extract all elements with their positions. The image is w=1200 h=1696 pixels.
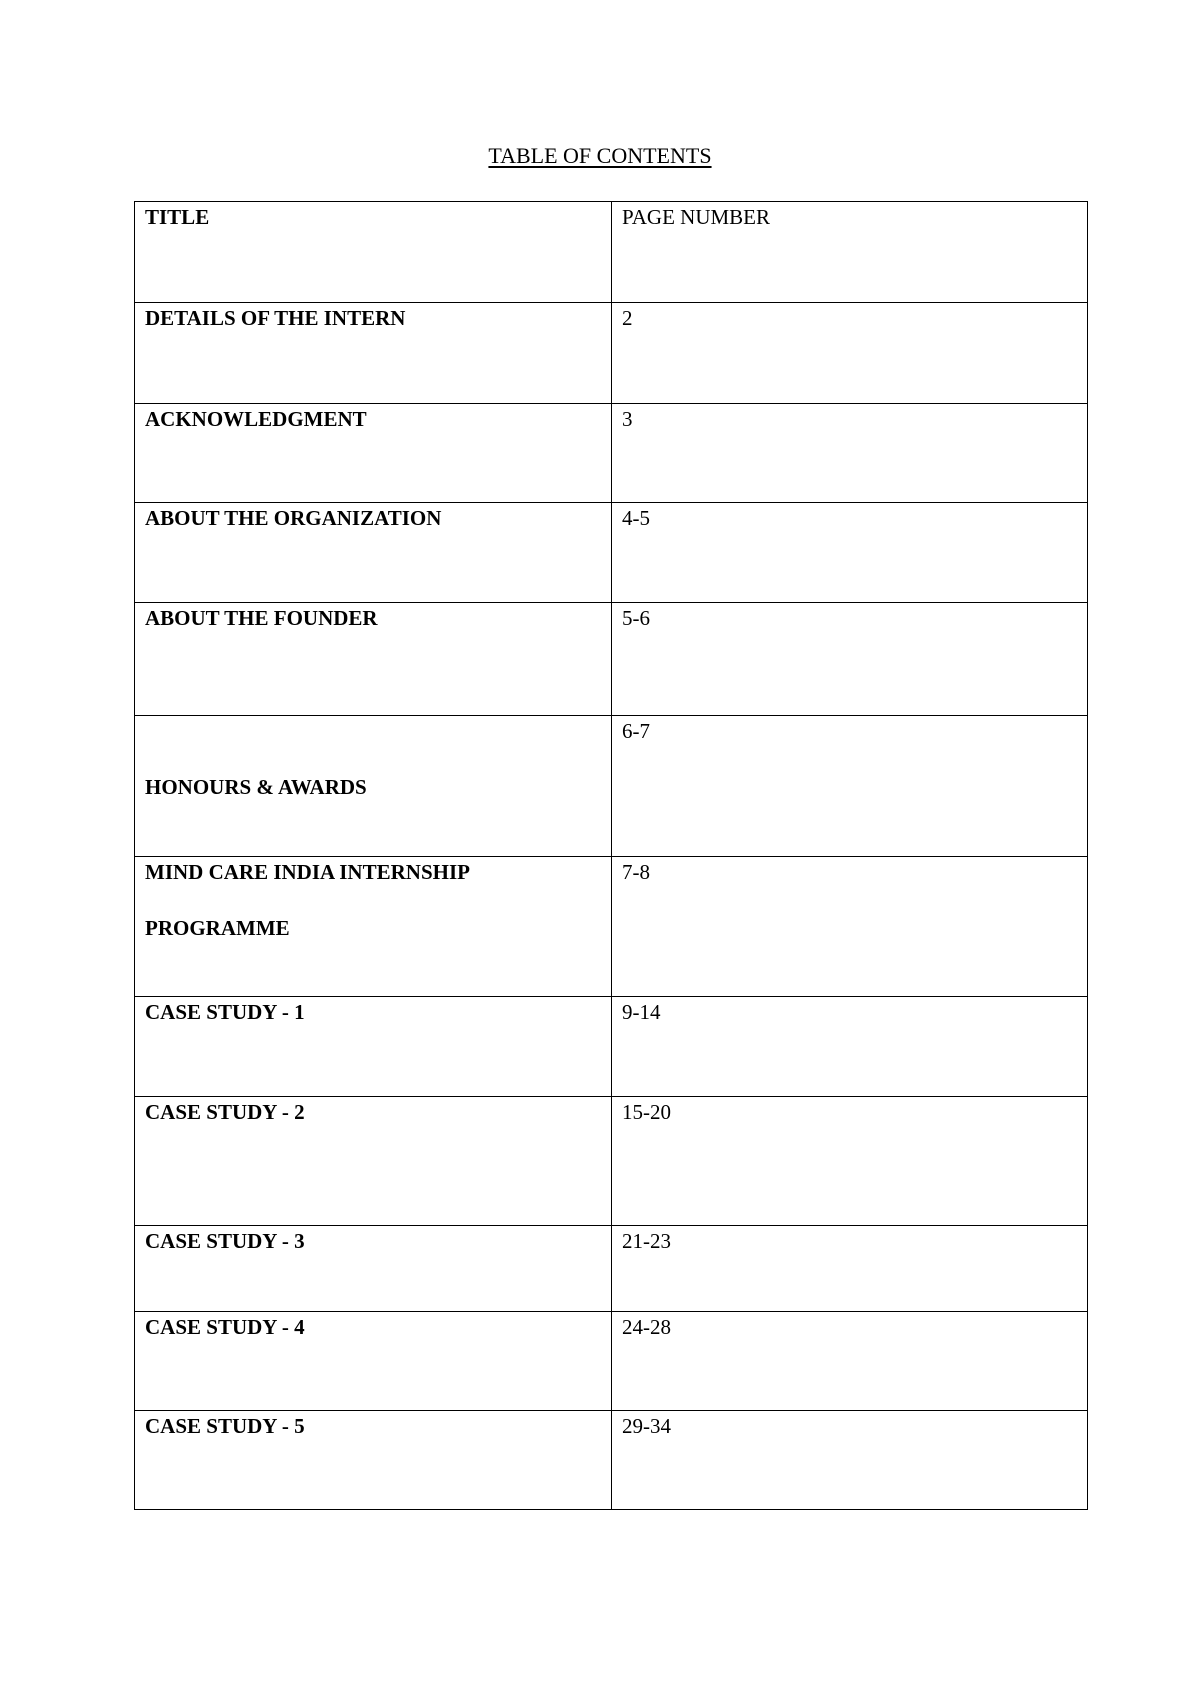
row-title-cell	[135, 716, 612, 857]
row-page-cell	[612, 997, 1088, 1097]
row-title-cell	[135, 404, 612, 503]
column-header-title: TITLE	[145, 205, 210, 229]
row-title-cell	[135, 1097, 612, 1226]
table-row	[135, 997, 1088, 1097]
row-page-number: 4-5	[622, 506, 650, 530]
table-row	[135, 603, 1088, 716]
row-title: HONOURS & AWARDS	[145, 775, 367, 799]
table-row	[135, 503, 1088, 603]
row-title: CASE STUDY - 1	[145, 1000, 305, 1024]
row-page-number: 21-23	[622, 1229, 671, 1253]
row-title-cell	[135, 857, 612, 997]
table-header-row	[135, 202, 1088, 303]
row-title-cell	[135, 1312, 612, 1411]
table-row	[135, 404, 1088, 503]
row-title-line-1: MIND CARE INDIA INTERNSHIP	[145, 860, 470, 884]
row-title: ACKNOWLEDGMENT	[145, 407, 367, 431]
page-title: TABLE OF CONTENTS	[488, 143, 712, 168]
row-page-cell	[612, 404, 1088, 503]
row-page-cell	[612, 503, 1088, 603]
row-page-number: 29-34	[622, 1414, 671, 1438]
row-title: ABOUT THE ORGANIZATION	[145, 506, 442, 530]
row-page-number: 24-28	[622, 1315, 671, 1339]
row-page-cell	[612, 303, 1088, 404]
row-title-cell	[135, 503, 612, 603]
row-title: DETAILS OF THE INTERN	[145, 306, 406, 330]
row-page-cell	[612, 857, 1088, 997]
table-row	[135, 1411, 1088, 1510]
table-row	[135, 303, 1088, 404]
row-page-number: 6-7	[622, 719, 650, 743]
row-title: CASE STUDY - 5	[145, 1414, 305, 1438]
column-header-page: PAGE NUMBER	[622, 205, 771, 229]
row-page-number: 3	[622, 407, 633, 431]
row-title-cell	[135, 303, 612, 404]
table-row	[135, 716, 1088, 857]
row-page-number: 7-8	[622, 860, 650, 884]
table-row	[135, 857, 1088, 997]
row-page-cell	[612, 1097, 1088, 1226]
row-title: ABOUT THE FOUNDER	[145, 606, 378, 630]
table-row	[135, 1312, 1088, 1411]
table-row	[135, 1097, 1088, 1226]
row-page-number: 2	[622, 306, 633, 330]
row-title: CASE STUDY - 3	[145, 1229, 305, 1253]
row-title-cell	[135, 1411, 612, 1510]
row-page-number: 15-20	[622, 1100, 671, 1124]
row-page-number: 5-6	[622, 606, 650, 630]
header-page-cell	[612, 202, 1088, 303]
row-title-cell	[135, 997, 612, 1097]
row-page-number: 9-14	[622, 1000, 661, 1024]
toc-table	[134, 201, 1088, 1510]
row-page-cell	[612, 716, 1088, 857]
row-title: CASE STUDY - 2	[145, 1100, 305, 1124]
row-title-cell	[135, 603, 612, 716]
row-title-line-2: PROGRAMME	[145, 916, 290, 940]
row-title: CASE STUDY - 4	[145, 1315, 305, 1339]
row-page-cell	[612, 1312, 1088, 1411]
header-title-cell	[135, 202, 612, 303]
row-page-cell	[612, 603, 1088, 716]
row-page-cell	[612, 1411, 1088, 1510]
